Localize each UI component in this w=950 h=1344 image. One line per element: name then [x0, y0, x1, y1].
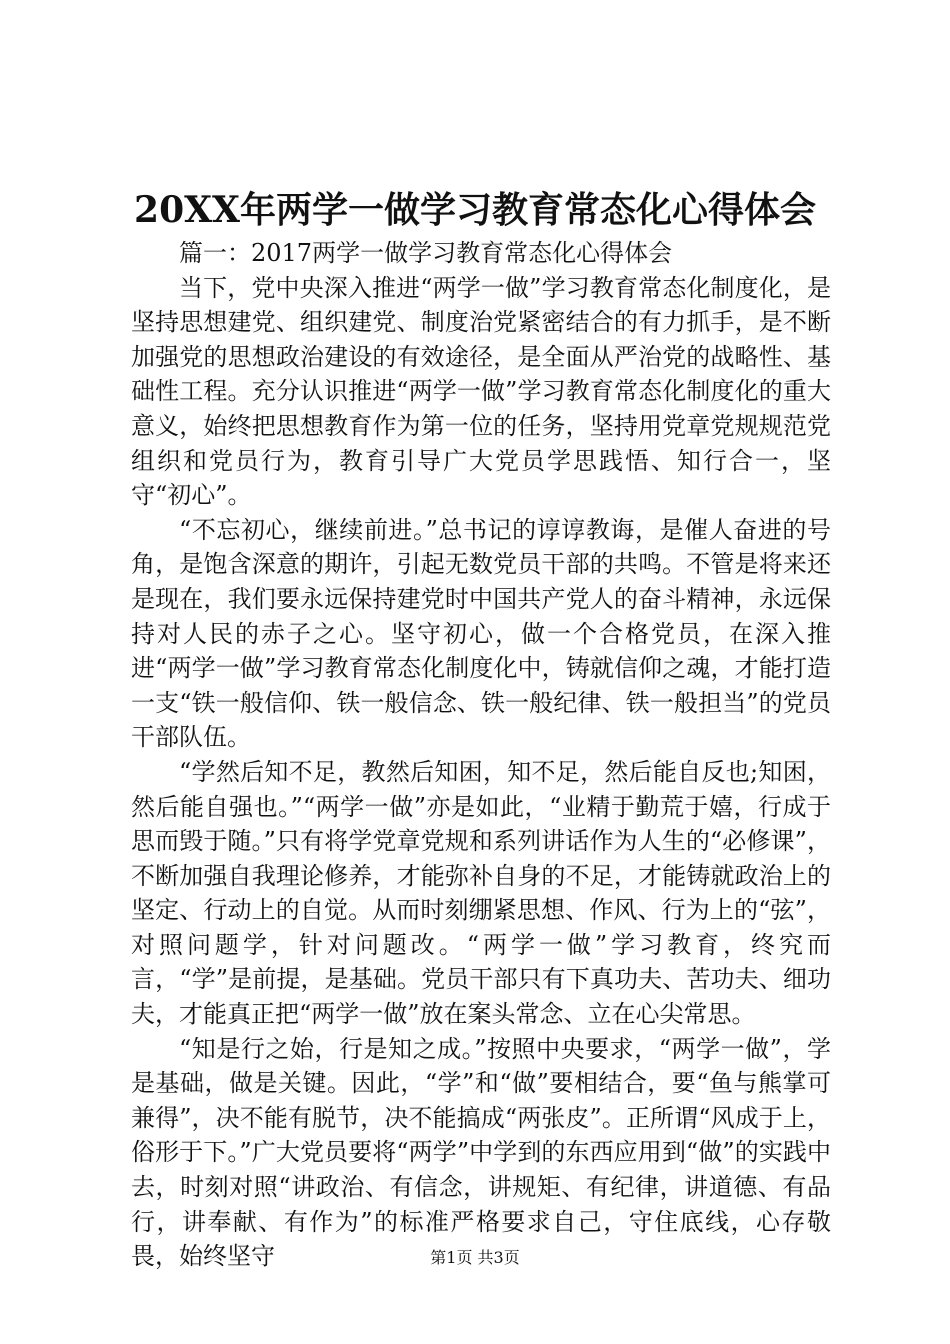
document-body: [131, 236, 831, 1274]
paragraph-1: 当下，党中央深入推进“两学一做”学习教育常态化制度化，是坚持思想建党、组织建党、制度治党紧密结合的有力抓手，是不断加强党的思想政治建设的有效途径，是全面从严治党的战略性、基础性工程。充分认识推进“两学一做”学习教育常态化制度化的重大意义，始终把思想教育作为第一位的任务，坚持用党章党规规范党组织和党员行为，教育引导广大党员学思践悟、知行合一，坚守“初心”。: [131, 273, 831, 510]
page-footer: 第1页 共3页: [430, 1248, 520, 1267]
paragraph-2: “不忘初心，继续前进。”总书记的谆谆教诲，是催人奋进的号角，是饱含深意的期许，引起无数党员干部的共鸣。不管是将来还是现在，我们要永远保持建党时中国共产党人的奋斗精神，永远保持对人民的赤子之心。坚守初心，做一个合格党员，在深入推进“两学一做”学习教育常态化制度化中，铸就信仰之魂，才能打造一支“铁一般信仰、铁一般信念、铁一般纪律、铁一般担当”的党员干部队伍。: [131, 515, 831, 752]
document-title: 20XX年两学一做学习教育常态化心得体会: [134, 189, 816, 231]
section-subtitle: 篇一：2017两学一做学习教育常态化心得体会: [179, 239, 673, 267]
paragraph-4: “知是行之始，行是知之成。”按照中央要求，“两学一做”，学是基础，做是关键。因此，“学”和“做”要相结合，要“鱼与熊掌可兼得”，决不能有脱节，决不能搞成“两张皮”。正所谓“风成于上，俗形于下。”广大党员要将“两学”中学到的东西应用到“做”的实践中去，时刻对照“讲政治、有信念，讲规矩、有纪律，讲道德、有品行，讲奉献、有作为”的标准严格要求自己，守住底线，心存敬畏，始终坚守: [131, 1034, 831, 1271]
paragraph-3: “学然后知不足，教然后知困，知不足，然后能自反也;知困，然后能自强也。”“两学一做”亦是如此，“业精于勤荒于嬉，行成于思而毁于随。”只有将学党章党规和系列讲话作为人生的“必修课”，不断加强自我理论修养，才能弥补自身的不足，才能铸就政治上的坚定、行动上的自觉。从而时刻绷紧思想、作风、行为上的“弦”，对照问题学，针对问题改。“两学一做”学习教育，终究而言，“学”是前提，是基础。党员干部只有下真功夫、苦功夫、细功夫，才能真正把“两学一做”放在案头常念、立在心尖常思。: [131, 757, 831, 1029]
